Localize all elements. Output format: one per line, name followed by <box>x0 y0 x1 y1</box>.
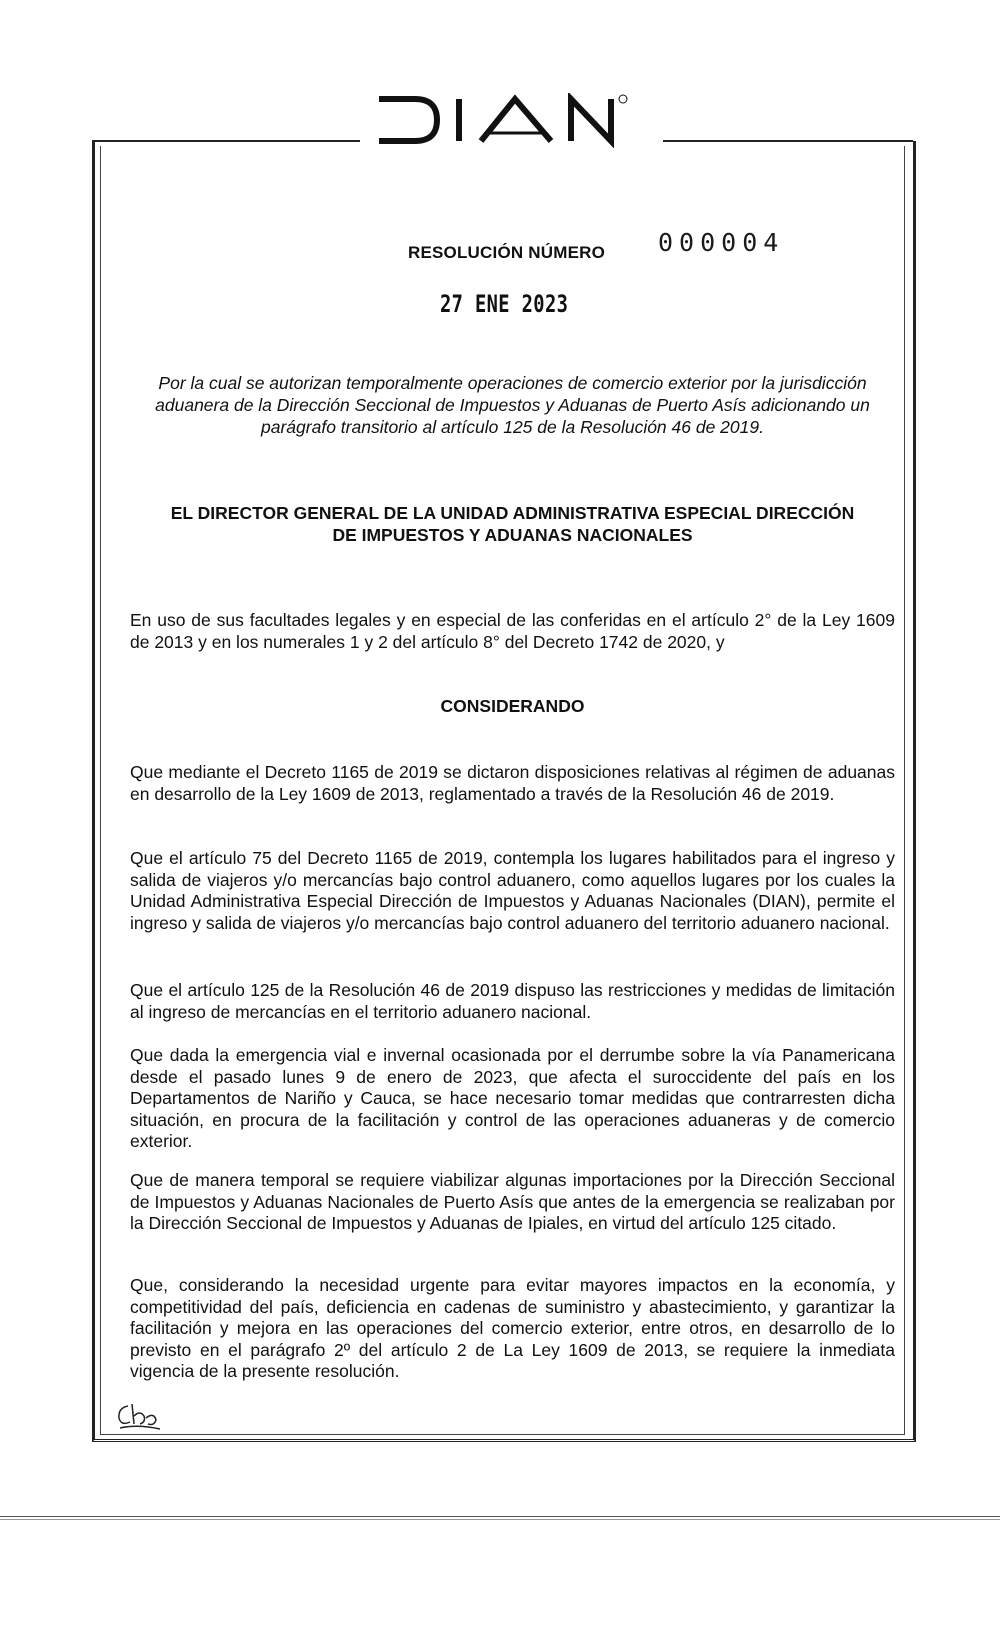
issuing-authority <box>130 502 895 546</box>
resolution-date-stamp: 27 ENE 2023 <box>440 290 569 318</box>
considerando-paragraph: Que dada la emergencia vial e invernal ocasionada por el derrumbe sobre la vía Panamericana desde el pasado lunes 9 de enero de 2023, que afecta el suroccidente del país en los Departamentos de Nariño y Cauca, se hace necesario tomar medidas que contrarresten dicha situación, en procura de la facilitación y control de las operaciones aduaneras y de comercio exterior. <box>130 1045 895 1151</box>
considerando-paragraph: Que mediante el Decreto 1165 de 2019 se dictaron disposiciones relativas al régimen de aduanas en desarrollo de la Ley 1609 de 2013, reglamentado a través de la Resolución 46 de 2019. <box>130 762 895 804</box>
considerando-heading: CONSIDERANDO <box>440 696 585 716</box>
considerando-paragraph: Que el artículo 125 de la Resolución 46 de 2019 dispuso las restricciones y medidas de limitación al ingreso de mercancías en el territorio aduanero nacional. <box>130 980 895 1022</box>
considerando-paragraph: Que el artículo 75 del Decreto 1165 de 2019, contempla los lugares habilitados para el ingreso y salida de viajeros y/o mercancías bajo control aduanero, como aquellos lugares por los cuales la Unidad Administrativa Especial Dirección de Impuestos y Aduanas Nacionales (DIAN), permite el ingreso y salida de viajeros y/o mercancías bajo control aduanero del territorio aduanero nacional. <box>130 848 895 933</box>
considerando-paragraph: Que, considerando la necesidad urgente para evitar mayores impactos en la economía, y competitividad del país, deficiencia en cadenas de suministro y abastecimiento, y garantizar la facilitación y mejora en las operaciones del comercio exterior, entre otros, en desarrollo de lo previsto en el parágrafo 2º del artículo 2 de La Ley 1609 de 2013, se requiere la inmediata vigencia de la presente resolución. <box>130 1275 895 1381</box>
resolution-label: RESOLUCIÓN NÚMERO <box>408 243 606 262</box>
page-bottom-rule <box>0 1516 1000 1517</box>
issuing-authority-line-2: DE IMPUESTOS Y ADUANAS NACIONALES <box>332 525 693 545</box>
considerando-paragraph: Que de manera temporal se requiere viabilizar algunas importaciones por la Dirección Seccional de Impuestos y Aduanas Nacionales de Puerto Asís que antes de la emergencia se realizaban por la Dirección Seccional de Impuestos y Aduanas de Ipiales, en virtud del artículo 125 citado. <box>130 1170 895 1233</box>
issuing-authority-line-1: EL DIRECTOR GENERAL DE LA UNIDAD ADMINISTRATIVA ESPECIAL DIRECCIÓN <box>170 503 855 523</box>
resolution-epigraph: Por la cual se autorizan temporalmente operaciones de comercio exterior por la jurisdicción aduanera de la Dirección Seccional de Impuestos y Aduanas de Puerto Asís adicionando un parágrafo transitorio al artículo 125 de la Resolución 46 de 2019. <box>155 373 870 437</box>
dian-logo <box>375 93 665 148</box>
resolution-number: 000004 <box>658 228 785 257</box>
handwritten-initials <box>114 1398 164 1432</box>
dian-logo-graphic <box>375 93 665 148</box>
legal-basis-paragraph: En uso de sus facultades legales y en especial de las conferidas en el artículo 2° de la Ley 1609 de 2013 y en los numerales 1 y 2 del artículo 8° del Decreto 1742 de 2020, y <box>130 610 895 652</box>
page-bottom-rule-secondary <box>0 1519 1000 1520</box>
